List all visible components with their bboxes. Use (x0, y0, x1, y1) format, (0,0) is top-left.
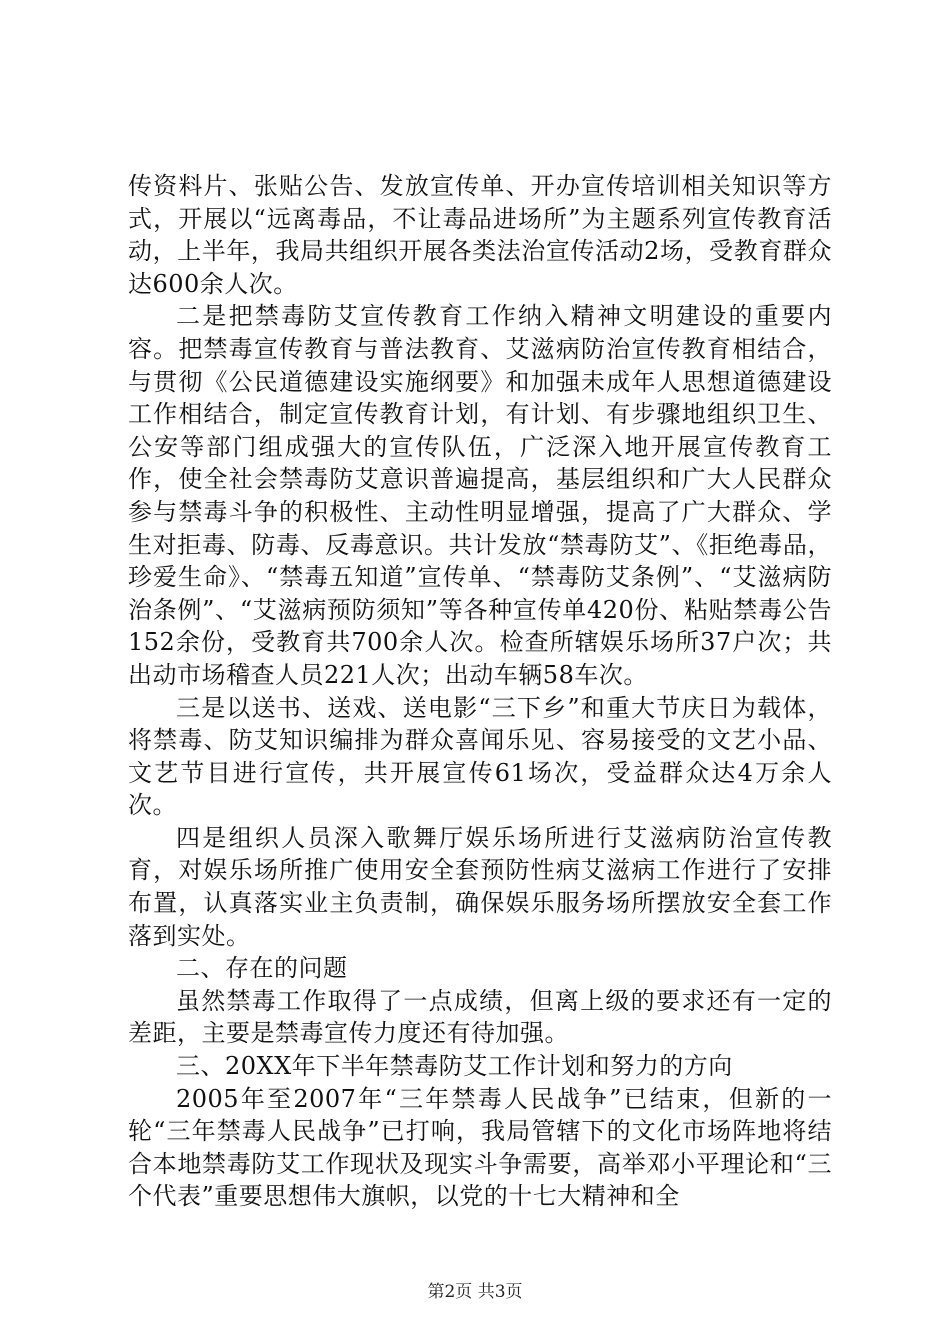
paragraph-point-three: 三是以送书、送戏、送电影“三下乡”和重大节庆日为载体，将禁毒、防艾知识编排为群众喜闻乐见、容易接受的文艺小品、文艺节目进行宣传，共开展宣传61场次，受益群众达4万余人次。 (128, 693, 832, 820)
paragraph-plan: 2005年至2007年“三年禁毒人民战争”已结束，但新的一轮“三年禁毒人民战争”已打响，我局管辖下的文化市场阵地将结合本地禁毒防艾工作现状及现实斗争需要，高举邓小平理论和“三个代表”重要思想伟大旗帜，以党的十七大精神和全 (128, 1084, 832, 1211)
paragraph-intro-continued: 传资料片、张贴公告、发放宣传单、开办宣传培训相关知识等方式，开展以“远离毒品，不让毒品进场所”为主题系列宣传教育活动，上半年，我局共组织开展各类法治宣传活动2场，受教育群众达600余人次。 (128, 172, 832, 298)
paragraph-point-two: 二是把禁毒防艾宣传教育工作纳入精神文明建设的重要内容。把禁毒宣传教育与普法教育、艾滋病防治宣传教育相结合，与贯彻《公民道德建设实施纲要》和加强未成年人思想道德建设工作相结合，制定宣传教育计划，有计划、有步骤地组织卫生、公安等部门组成强大的宣传队伍，广泛深入地开展宣传教育工作，使全社会禁毒防艾意识普遍提高，基层组织和广大人民群众参与禁毒斗争的积极性、主动性明显增强，提高了广大群众、学生对拒毒、防毒、反毒意识。共计发放“禁毒防艾”、《拒绝毒品，珍爱生命》、“禁毒五知道”宣传单、“禁毒防艾条例”、“艾滋病防治条例”、“艾滋病预防须知”等各种宣传单420份、粘贴禁毒公告152余份，受教育共700余人次。检查所辖娱乐场所37户次；共出动市场稽查人员221人次；出动车辆58车次。 (128, 302, 832, 689)
page-number-label: 第2页 共3页 (427, 1282, 523, 1302)
paragraph-problems: 虽然禁毒工作取得了一点成绩，但离上级的要求还有一定的差距，主要是禁毒宣传力度还有待加强。 (128, 986, 832, 1048)
paragraph-point-four: 四是组织人员深入歌舞厅娱乐场所进行艾滋病防治宣传教育，对娱乐场所推广使用安全套预防性病艾滋病工作进行了安排布置，认真落实业主负责制，确保娱乐服务场所摆放安全套工作落到实处。 (128, 823, 832, 950)
section-heading-problems: 二、存在的问题 (176, 954, 348, 983)
section-heading-plan: 三、20XX年下半年禁毒防艾工作计划和努力的方向 (176, 1052, 733, 1081)
page-footer (0, 1277, 950, 1302)
document-body (128, 170, 832, 1213)
